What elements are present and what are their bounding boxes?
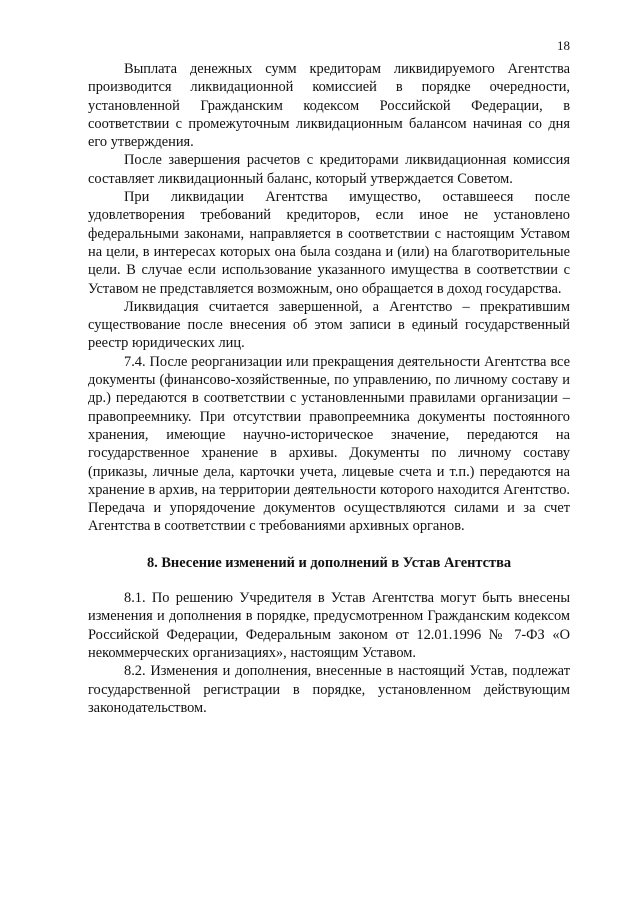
page-number: 18: [557, 38, 570, 53]
paragraph-remaining-property: При ликвидации Агентства имущество, оставшееся после удовлетворения требований кредиторов, если иное не установлено федеральными законами, направляется в соответствии с настоящим Уставом на цели, в интересах которых она была создана и (или) на благотворительные цели. В случае если использование указанного имущества в соответствии с Уставом не представляется возможным, оно обращается в доход государства.: [88, 189, 570, 297]
paragraph-liquidation-payments: Выплата денежных сумм кредиторам ликвидируемого Агентства производится ликвидационной комиссией в порядке очередности, установленной Гражданским кодексом Российской Федерации, в соответствии с промежуточным ликвидационным балансом начиная со дня его утверждения.: [88, 61, 570, 151]
paragraph-8-2: 8.2. Изменения и дополнения, внесенные в настоящий Устав, подлежат государственной регистрации в порядке, установленном действующим законодательством.: [88, 663, 570, 716]
paragraph-liquidation-balance: После завершения расчетов с кредиторами ликвидационная комиссия составляет ликвидационный баланс, который утверждается Советом.: [88, 152, 570, 187]
paragraph-liquidation-complete: Ликвидация считается завершенной, а Агентство – прекратившим существование после внесения об этом записи в единый государственный реестр юридических лиц.: [88, 298, 570, 352]
paragraph-8-1: 8.1. По решению Учредителя в Устав Агентства могут быть внесены изменения и дополнения в порядке, предусмотренном Гражданским кодексом Российской Федерации, Федеральным законом от 12.01.1996 № 7-ФЗ «О некоммерческих организациях», настоящим Уставом.: [88, 590, 570, 661]
document-body: [88, 60, 570, 717]
paragraph-7-4-documents: 7.4. После реорганизации или прекращения деятельности Агентства все документы (финансово-хозяйственные, по управлению, по личному составу и др.) передаются в соответствии с установленными правилами организации – правопреемнику. При отсутствии правопреемника документы постоянного хранения, имеющие научно-историческое значение, передаются на государственное хранение в архивы. Документы по личному составу (приказы, личные дела, карточки учета, лицевые счета и т.п.) передаются на хранение в архив, на территории деятельности которого находится Агентство. Передача и упорядочение документов осуществляются силами и за счет Агентства в соответствии с требованиями архивных органов.: [88, 353, 570, 535]
section-heading-8: 8. Внесение изменений и дополнений в Устав Агентства: [146, 554, 512, 571]
